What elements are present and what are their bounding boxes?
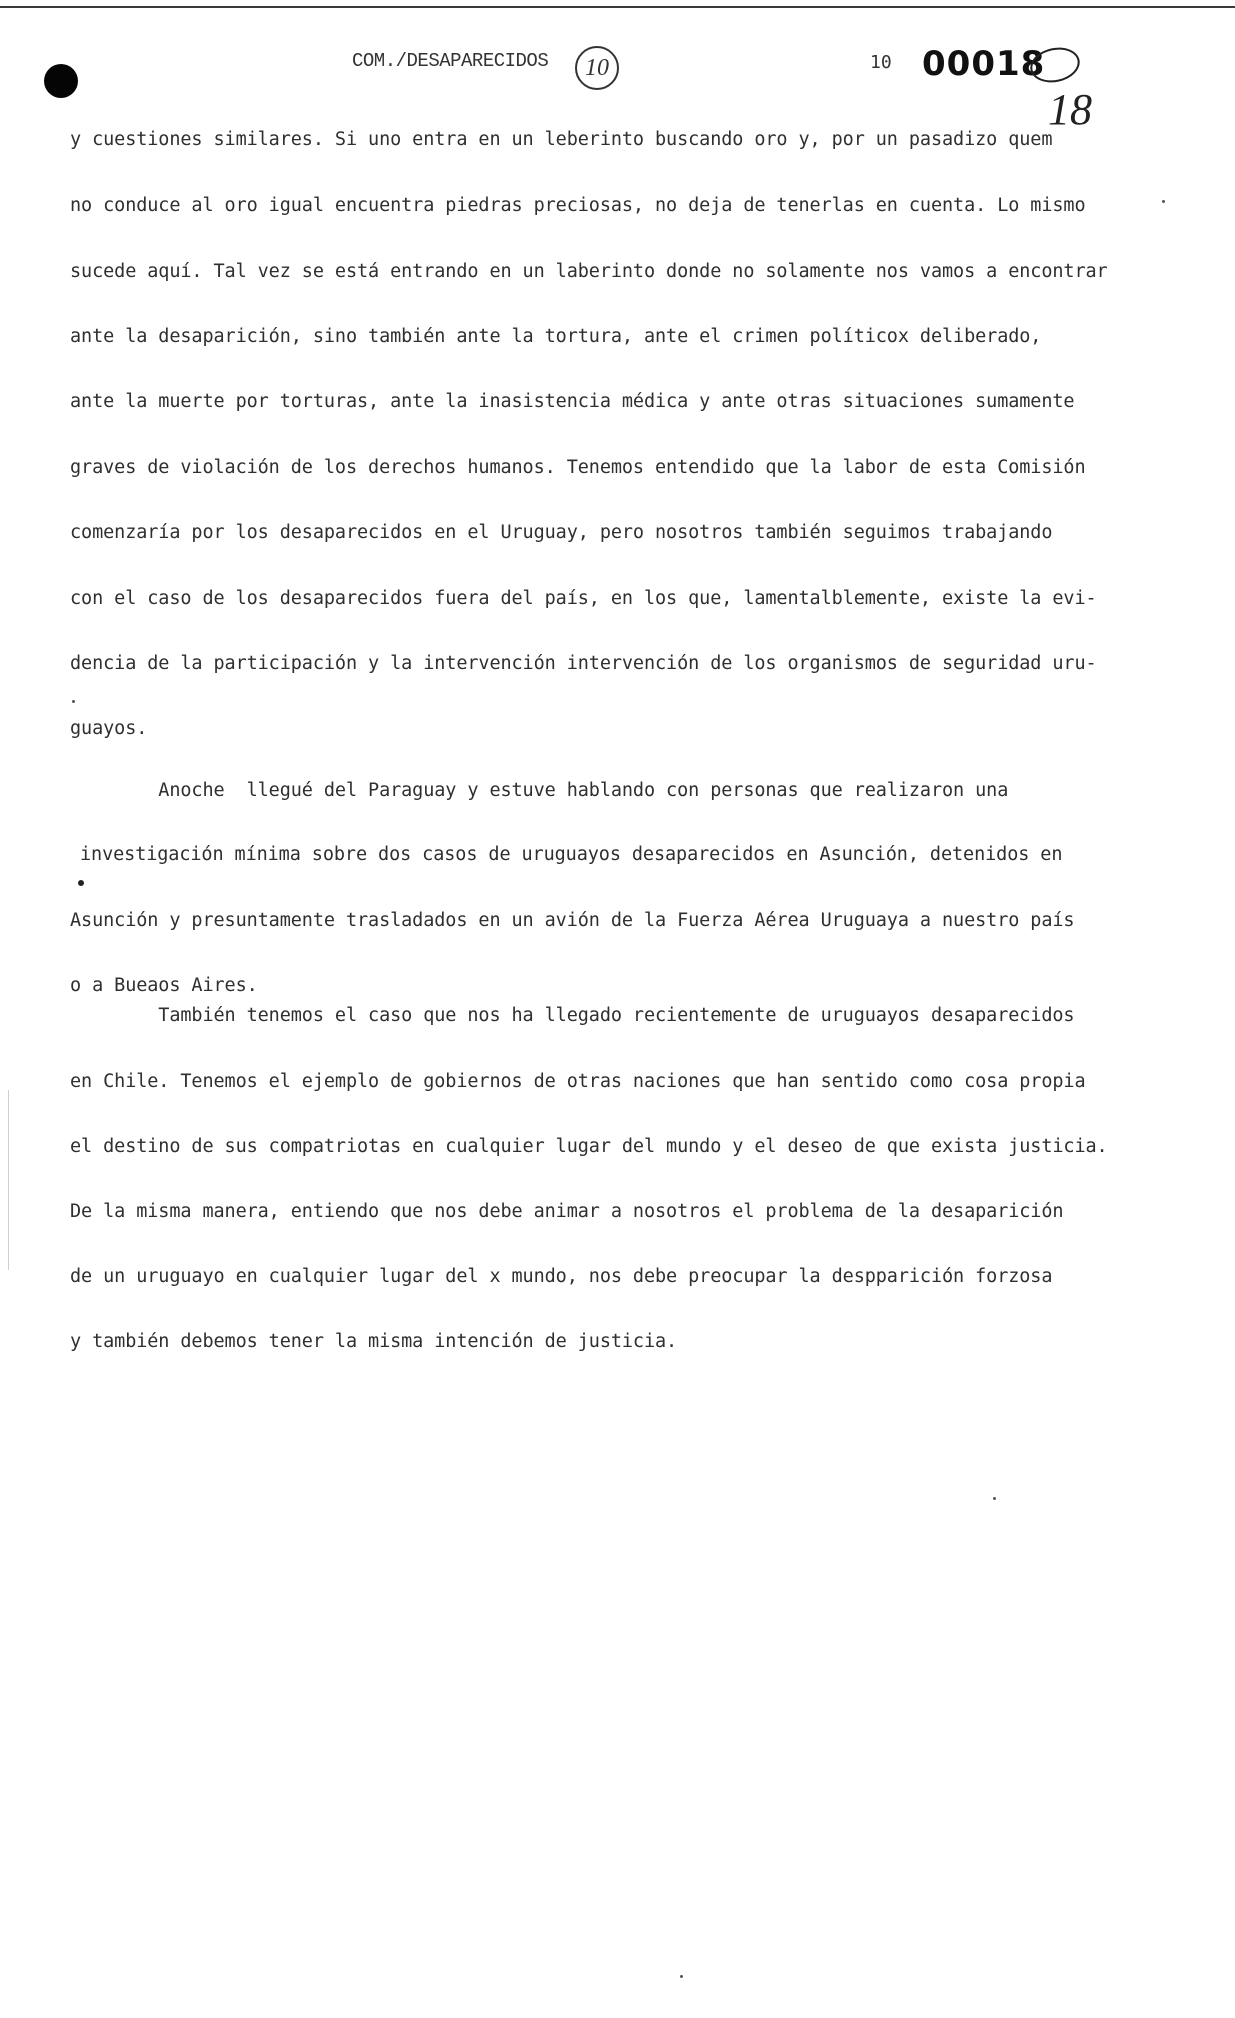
body-line: comenzaría por los desaparecidos en el Uruguay, pero nosotros también seguimos trabajando <box>70 522 1053 543</box>
body-line: ante la desaparición, sino también ante la tortura, ante el crimen políticox deliberado, <box>70 326 1042 347</box>
body-line: o a Bueaos Aires. <box>70 975 258 996</box>
body-line: el destino de sus compatriotas en cualquier lugar del mundo y el deseo de que exista justicia. <box>70 1136 1108 1157</box>
top-edge-rule <box>0 6 1235 8</box>
body-line: Anoche llegué del Paraguay y estuve hablando con personas que realizaron una <box>70 780 1009 801</box>
punch-hole <box>44 64 78 98</box>
body-line: de un uruguayo en cualquier lugar del x mundo, nos debe preocupar la despparición forzosa <box>70 1266 1053 1287</box>
body-line: graves de violación de los derechos humanos. Tenemos entendido que la labor de esta Comisión <box>70 457 1086 478</box>
body-line: dencia de la participación y la intervención intervención de los organismos de seguridad uru- <box>70 653 1097 674</box>
body-line: con el caso de los desaparecidos fuera del país, en los que, lamentalblemente, existe la evi- <box>70 588 1097 609</box>
body-line: Asunción y presuntamente trasladados en un avión de la Fuerza Aérea Uruguaya a nuestro país <box>70 910 1075 931</box>
folio-stamp: 00018 <box>922 44 1046 84</box>
page-number: 10 <box>870 52 892 73</box>
body-line: De la misma manera, entiendo que nos debe animar a nosotros el problema de la desaparición <box>70 1201 1064 1222</box>
body-line: y también debemos tener la misma intención de justicia. <box>70 1331 678 1352</box>
body-line: sucede aquí. Tal vez se está entrando en un laberinto donde no solamente nos vamos a encontrar <box>70 261 1108 282</box>
circled-number: 10 <box>575 46 619 90</box>
body-line: y cuestiones similares. Si uno entra en un leberinto buscando oro y, por un pasadizo quem <box>70 129 1053 150</box>
ink-speck <box>680 1975 683 1978</box>
body-line: También tenemos el caso que nos ha llegado recientemente de uruguayos desaparecidos <box>70 1005 1075 1026</box>
scan-edge-line <box>8 1090 9 1270</box>
ink-speck <box>1162 200 1165 203</box>
body-line: guayos. <box>70 718 148 739</box>
ink-speck <box>993 1497 996 1500</box>
body-line: en Chile. Tenemos el ejemplo de gobiernos de otras naciones que han sentido como cosa propia <box>70 1071 1086 1092</box>
body-line: investigación mínima sobre dos casos de uruguayos desaparecidos en Asunción, detenidos en <box>80 844 1063 865</box>
ink-speck <box>72 700 75 703</box>
handwritten-margin-mark: 18 <box>1048 85 1092 134</box>
body-line: no conduce al oro igual encuentra piedras preciosas, no deja de tenerlas en cuenta. Lo mismo <box>70 195 1086 216</box>
header-title: COM./DESAPARECIDOS <box>352 50 549 72</box>
body-line: ante la muerte por torturas, ante la inasistencia médica y ante otras situaciones sumamente <box>70 391 1075 412</box>
ink-speck <box>78 880 84 886</box>
